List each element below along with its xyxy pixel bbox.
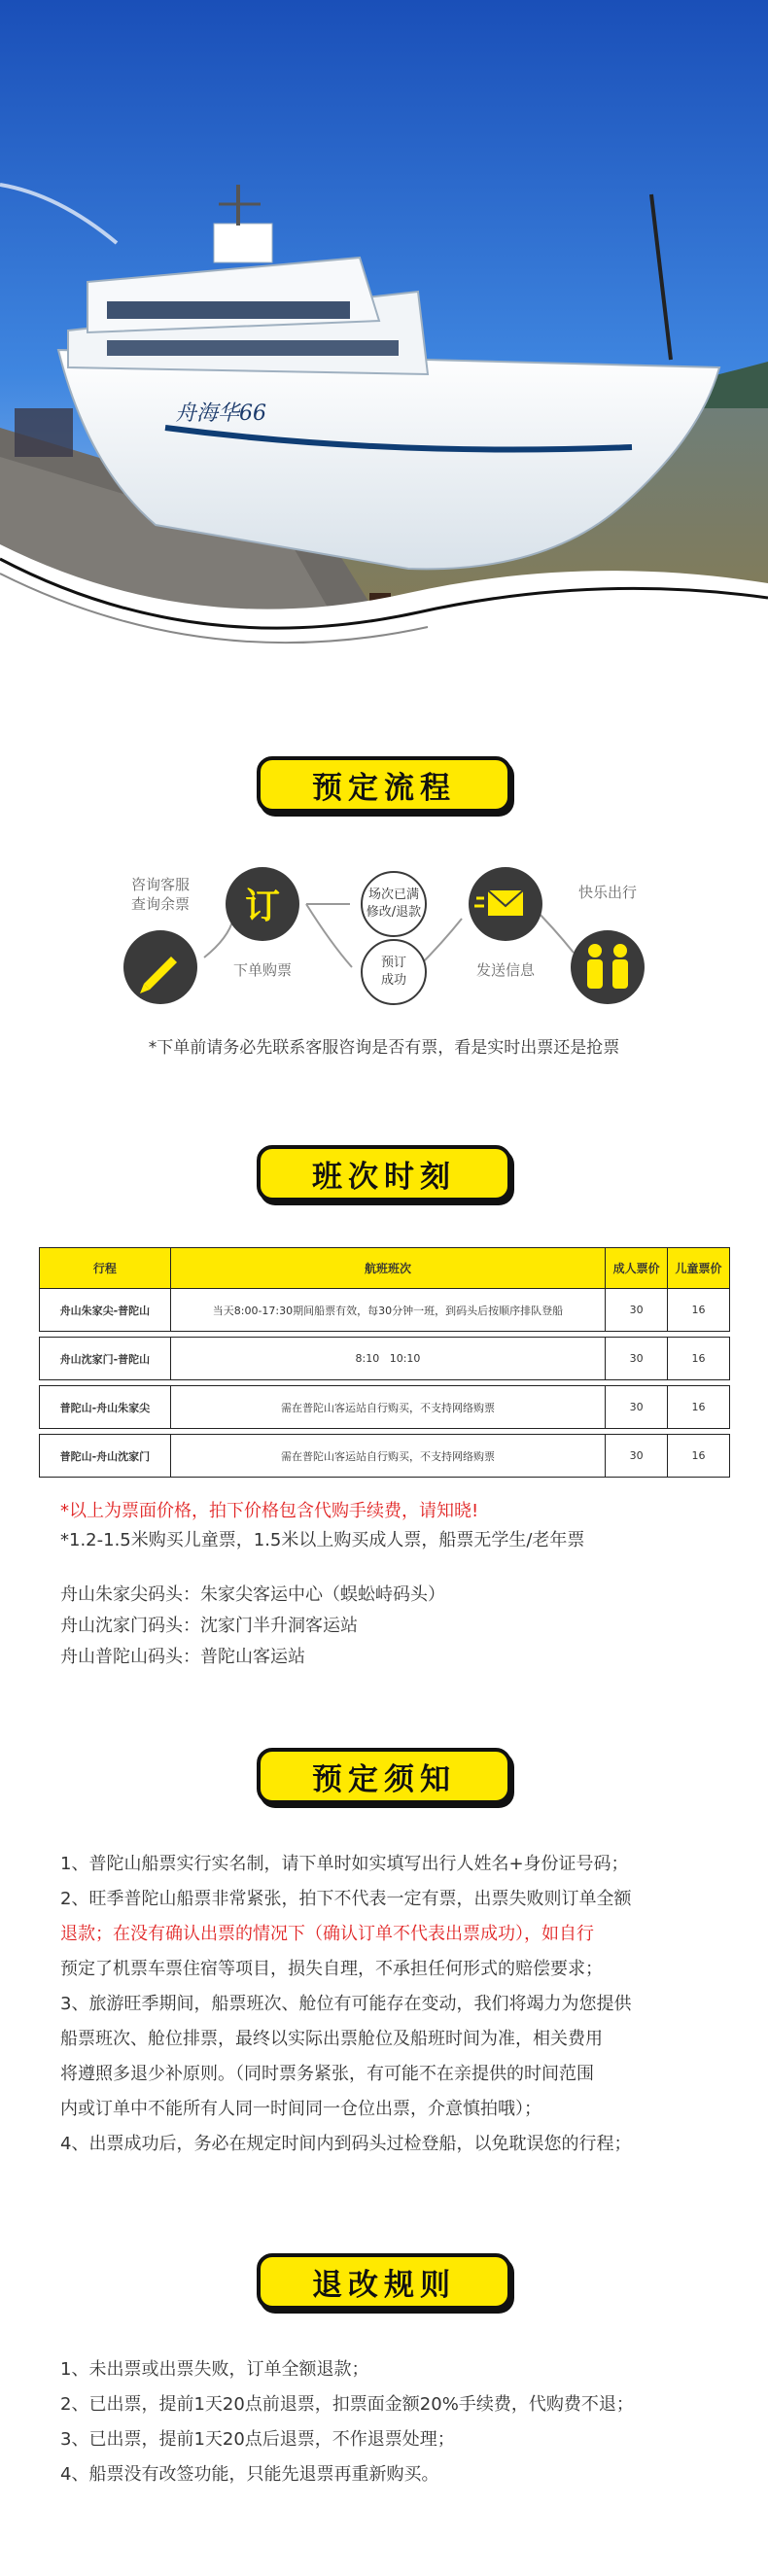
full-label-line2: 修改/退款	[366, 905, 422, 920]
svg-text:订: 订	[244, 887, 281, 926]
table-row	[40, 1386, 730, 1429]
notice-item-2a: 2、旺季普陀山船票非常紧张，拍下不代表一定有票，出票失败则订单全额	[60, 1889, 632, 1909]
flow-note: *下单前请务必先联系客服咨询是否有票，看是实时出票还是抢票	[148, 1038, 620, 1058]
send-label: 发送信息	[475, 961, 535, 979]
flow-diagram	[0, 846, 768, 1040]
dock-item: 舟山沈家门码头：沈家门半升洞客运站	[60, 1616, 358, 1636]
adult-price-cell: 30	[606, 1338, 668, 1380]
hero-image	[0, 0, 768, 680]
adult-price-cell: 30	[606, 1289, 668, 1332]
price-note-2: *1.2-1.5米购买儿童票，1.5米以上购买成人票，船票无学生/老年票	[60, 1530, 585, 1550]
reserved-label-line2: 成功	[380, 973, 406, 988]
child-price-cell: 16	[668, 1289, 730, 1332]
route-cell: 普陀山-舟山沈家门	[40, 1435, 171, 1478]
price-note-1: *以上为票面价格，拍下价格包含代购手续费，请知晓!	[60, 1501, 479, 1521]
notice-item-2b-text: 退款；在没有确认出票的情况下（确认订单不代表出票成功），如自行	[60, 1924, 594, 1944]
schedule-cell: 当天8:00-17:30期间船票有效，每30分钟一班，到码头后按顺序排队登船	[170, 1289, 605, 1332]
header-adult: 成人票价	[606, 1248, 668, 1289]
adult-price-cell: 30	[606, 1435, 668, 1478]
notice-item-3c: 将遵照多退少补原则。（同时票务紧张，有可能不在亲提供的时间范围	[60, 2064, 594, 2084]
notice-header	[0, 1748, 768, 1804]
route-cell: 舟山沈家门-普陀山	[40, 1338, 171, 1380]
table-row	[40, 1338, 730, 1380]
child-price-cell: 16	[668, 1338, 730, 1380]
notice-item-4: 4、出票成功后，务必在规定时间内到码头过检登船，以免耽误您的行程；	[60, 2134, 632, 2154]
child-price-cell: 16	[668, 1386, 730, 1429]
route-cell: 舟山朱家尖-普陀山	[40, 1289, 171, 1332]
header-schedule: 航班班次	[170, 1248, 605, 1289]
price-notes	[60, 1497, 741, 1555]
refund-item: 4、船票没有改签功能，只能先退票再重新购买。	[60, 2464, 439, 2485]
dock-list	[60, 1580, 741, 1673]
notice-item-3b: 船票班次、舱位排票，最终以实际出票舱位及船班时间为准，相关费用	[60, 2029, 603, 2049]
table-row	[40, 1435, 730, 1478]
timetable-header	[0, 1145, 768, 1201]
consult-label-line2: 查询余票	[130, 895, 190, 913]
notice-item-3d: 内或订单中不能所有人同一时间同一仓位出票，介意慎拍哦）；	[60, 2099, 541, 2119]
schedule-cell: 需在普陀山客运站自行购买，不支持网络购票	[170, 1386, 605, 1429]
order-label: 下单购票	[232, 961, 292, 979]
ship-name-text: 舟海华66	[175, 401, 266, 426]
booking-flow-title: 预定流程	[257, 756, 511, 813]
booking-flow-header	[0, 756, 768, 813]
timetable-header-row	[40, 1248, 730, 1289]
schedule-cell: 需在普陀山客运站自行购买，不支持网络购票	[170, 1435, 605, 1478]
consult-label	[117, 875, 204, 914]
consult-label-line1: 咨询客服	[130, 876, 190, 893]
adult-price-cell: 30	[606, 1386, 668, 1429]
refund-title: 退改规则	[257, 2253, 511, 2310]
ferry-illustration	[0, 0, 768, 680]
happy-circle	[571, 930, 645, 1004]
notice-item-2c: 预定了机票车票住宿等项目，损失自理，不承担任何形式的赔偿要求；	[60, 1959, 603, 1979]
notice-title: 预定须知	[257, 1748, 511, 1804]
booking-flow	[0, 846, 768, 1040]
dock-item: 舟山普陀山码头：普陀山客运站	[60, 1647, 305, 1667]
header-route: 行程	[40, 1248, 171, 1289]
timetable-title: 班次时刻	[257, 1145, 511, 1201]
refund-header	[0, 2253, 768, 2310]
schedule-cell: 8:10 10:10	[170, 1338, 605, 1380]
refund-item: 2、已出票，提前1天20点前退票，扣票面金额20%手续费，代购费不退；	[60, 2394, 634, 2415]
full-label-line1: 场次已满	[367, 888, 419, 902]
notice-item-3a: 3、旅游旺季期间，船票班次、舱位有可能存在变动，我们将竭力为您提供	[60, 1994, 632, 2014]
dock-item: 舟山朱家尖码头：朱家尖客运中心（蜈蚣峙码头）	[60, 1584, 445, 1605]
route-cell: 普陀山-舟山朱家尖	[40, 1386, 171, 1429]
notice-list	[60, 1847, 731, 2162]
happy-label: 快乐出行	[577, 884, 637, 901]
full-label	[362, 887, 426, 922]
table-row	[40, 1289, 730, 1332]
header-child: 儿童票价	[668, 1248, 730, 1289]
notice-item-1: 1、普陀山船票实行实名制，请下单时如实填写出行人姓名+身份证号码；	[60, 1854, 629, 1874]
refund-item: 1、未出票或出票失败，订单全额退款；	[60, 2359, 369, 2380]
reserved-label-line1: 预订	[380, 956, 406, 970]
reserved-label	[362, 955, 426, 990]
refund-list	[60, 2352, 731, 2492]
order-icon	[245, 887, 280, 926]
timetable	[39, 1247, 730, 1478]
refund-item: 3、已出票，提前1天20点后退票，不作退票处理；	[60, 2429, 455, 2450]
notice-item-2b	[60, 1917, 731, 1952]
child-price-cell: 16	[668, 1435, 730, 1478]
